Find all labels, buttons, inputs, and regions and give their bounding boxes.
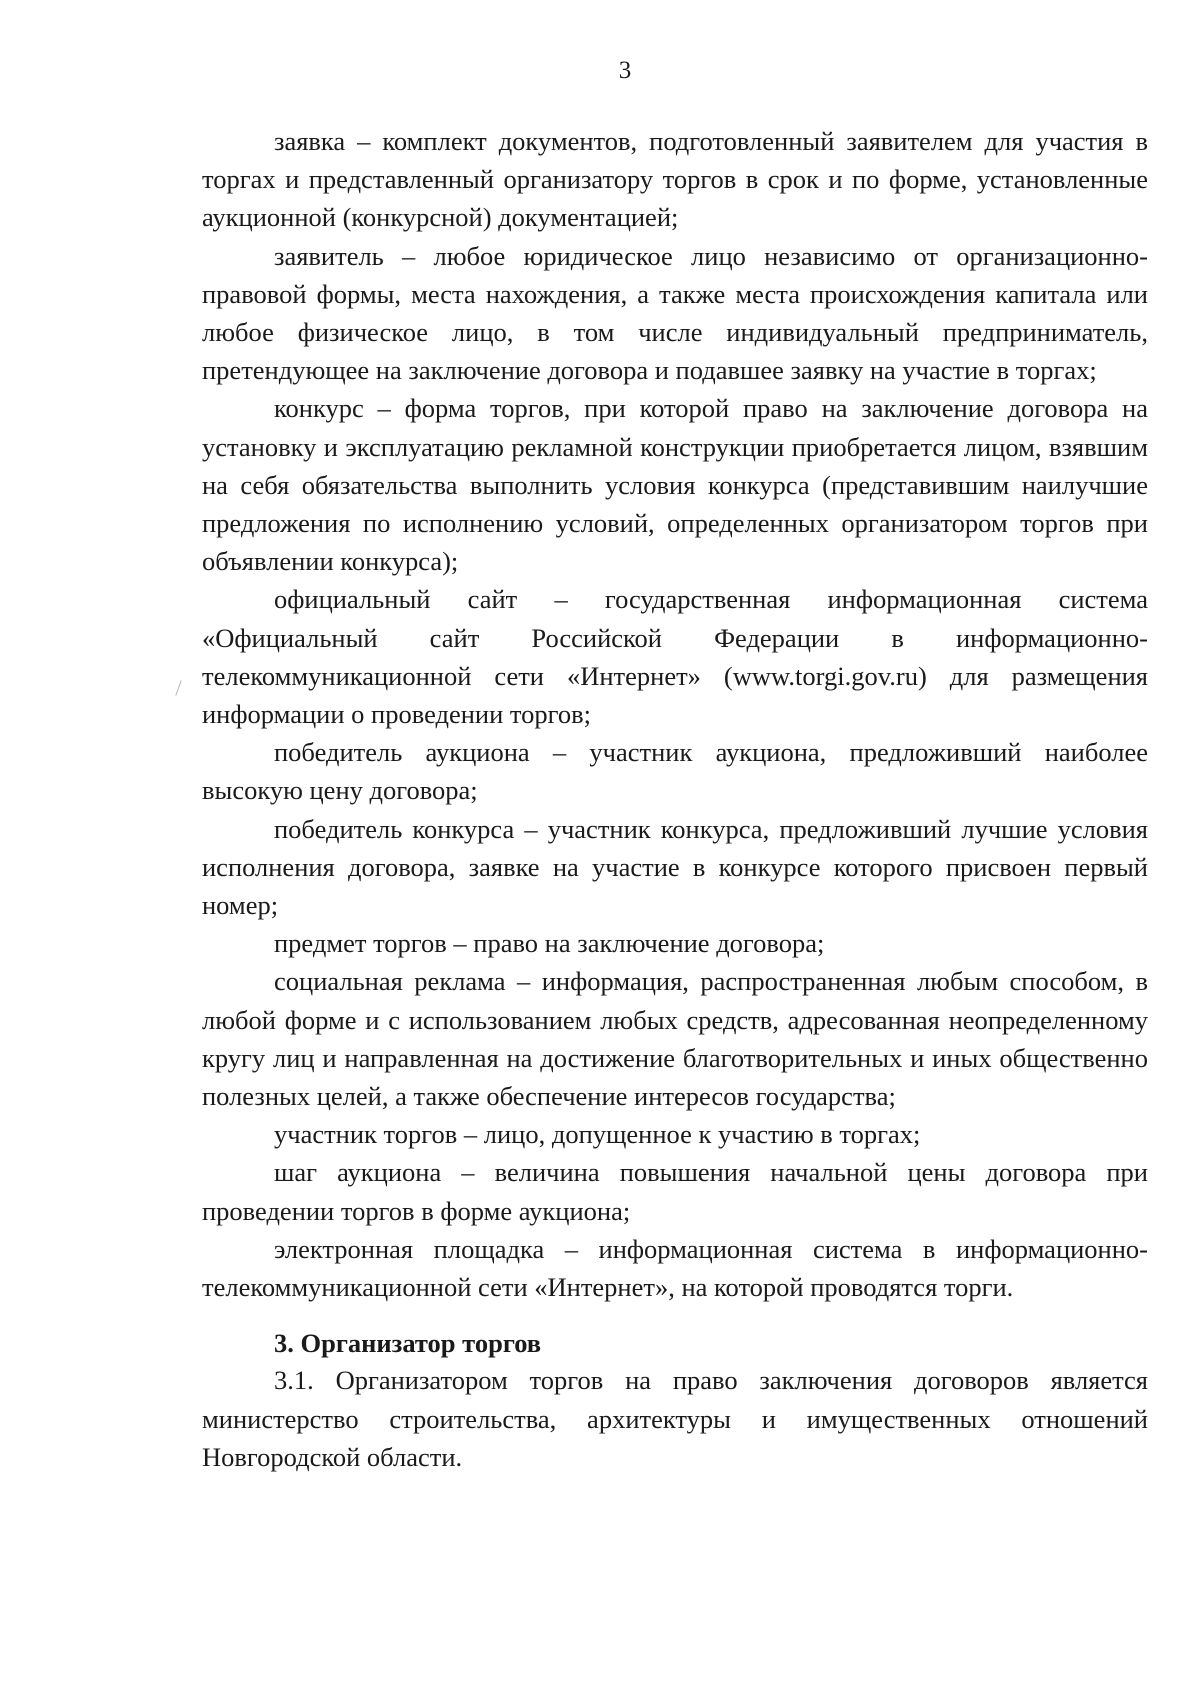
definition-participant: участник торгов – лицо, допущенное к участию в торгах; xyxy=(274,1119,921,1150)
definition-zayavka: заявка – комплект документов, подготовленный заявителем для участия в торгах и представленный организатору торгов в срок и по форме, установленные аукционной (конкурсной) документацией; xyxy=(202,126,1148,233)
definition-auction-winner: победитель аукциона – участник аукциона, предложивший наиболее высокую цену договора; xyxy=(202,737,1148,806)
definition-auction-step: шаг аукциона – величина повышения начальной цены договора при проведении торгов в форме аукциона; xyxy=(202,1157,1148,1226)
definition-contest-winner: победитель конкурса – участник конкурса, предложивший лучшие условия исполнения договора, заявке на участие в конкурсе которого присвоен первый номер; xyxy=(202,813,1148,921)
section-heading: 3. Организатор торгов xyxy=(274,1328,542,1359)
definition-konkurs: конкурс – форма торгов, при которой право на заключение договора на установку и эксплуатацию рекламной конструкции приобретается лицом, взявшим на себя обязательства выполнить условия конкурса (представившим наилучшие предложения по исполнению условий, определенных организатором торгов при объявлении конкурса); xyxy=(202,393,1148,577)
definition-subject: предмет торгов – право на заключение договора; xyxy=(274,928,825,959)
page-content xyxy=(202,122,1148,1476)
definition-social-ads: социальная реклама – информация, распространенная любым способом, в любой форме и с использованием любых средств, адресованная неопределенному кругу лиц и направленная на достижение благотворительных и иных общественно полезных целей, а также обеспечение интересов государства; xyxy=(202,966,1148,1112)
scan-mark xyxy=(175,680,181,695)
page-number: 3 xyxy=(618,57,632,84)
definition-zayavitel: заявитель – любое юридическое лицо независимо от организационно-правовой формы, места нахождения, а также места происхождения капитала или любое физическое лицо, в том числе индивидуальный предприниматель, претендующее на заключение договора и подавшее заявку на участие в торгах; xyxy=(202,240,1148,386)
definition-official-site: официальный сайт – государственная информационная система «Официальный сайт Российской Федерации в информационно-телекоммуникационной сети «Интернет» (www.torgi.gov.ru) для размещения информации о проведении торгов; xyxy=(202,584,1148,730)
definition-e-platform: электронная площадка – информационная система в информационно-телекоммуникационной сети «Интернет», на которой проводятся торги. xyxy=(202,1233,1148,1303)
section-paragraph: 3.1. Организатором торгов на право заключения договоров является министерство строительства, архитектуры и имущественных отношений Новгородской области. xyxy=(202,1365,1148,1472)
